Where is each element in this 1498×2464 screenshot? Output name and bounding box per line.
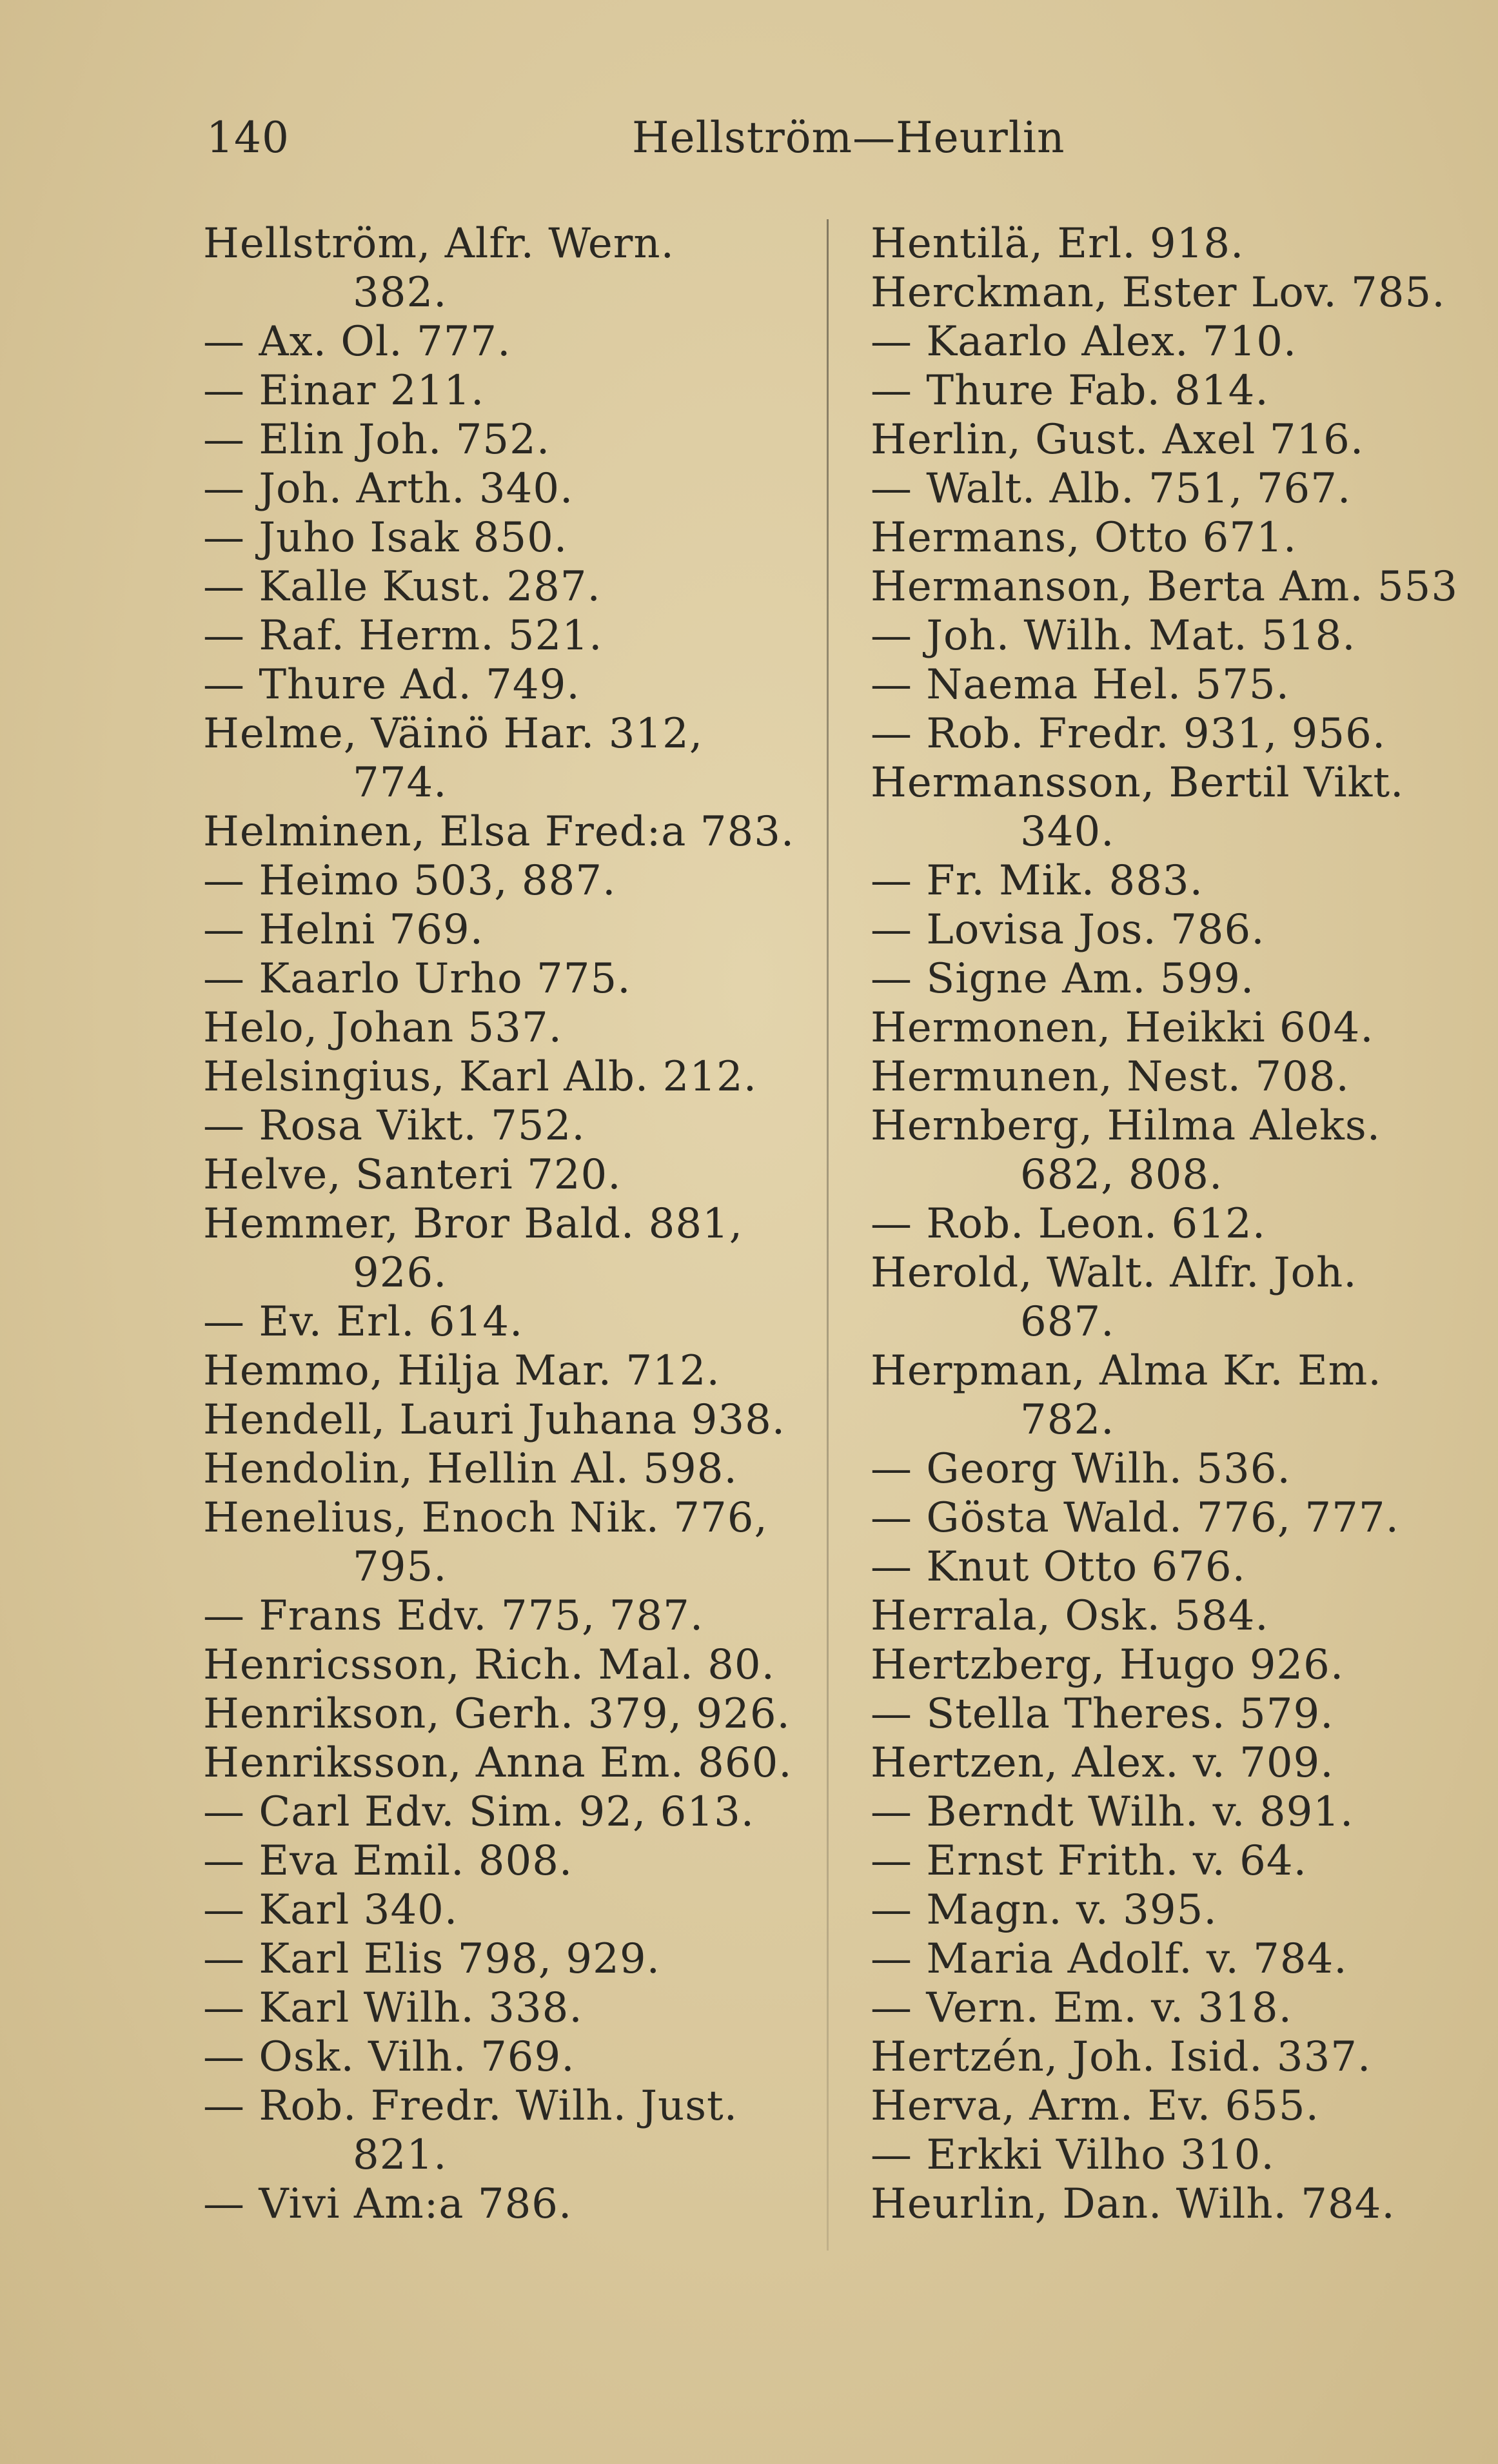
index-entry: Helme, Väinö Har. 312, [203, 710, 704, 758]
index-entry: — Eva Emil. 808. [203, 1837, 573, 1885]
index-entry: Hermansson, Bertil Vikt. [871, 759, 1404, 807]
index-entry: — Rob. Leon. 612. [871, 1200, 1266, 1248]
index-entry: — Vivi Am:a 786. [203, 2180, 573, 2228]
index-entry: — Joh. Wilh. Mat. 518. [871, 612, 1356, 660]
index-entry: — Karl 340. [203, 1886, 458, 1934]
index-entry: — Joh. Arth. 340. [203, 465, 574, 513]
index-entry: Herva, Arm. Ev. 655. [871, 2082, 1319, 2130]
index-entry-continuation: 821. [353, 2131, 448, 2179]
index-entry: Hendolin, Hellin Al. 598. [203, 1445, 738, 1493]
index-entry: — Ev. Erl. 614. [203, 1298, 524, 1346]
index-entry: — Kalle Kust. 287. [203, 563, 601, 611]
index-entry: — Kaarlo Alex. 710. [871, 318, 1297, 366]
index-entry: — Karl Elis 798, 929. [203, 1935, 660, 1983]
index-entry: Hermonen, Heikki 604. [871, 1004, 1374, 1052]
index-entry: — Karl Wilh. 338. [203, 1984, 583, 2032]
index-entry: Herlin, Gust. Axel 716. [871, 416, 1365, 464]
index-entry: Hendell, Lauri Juhana 938. [203, 1396, 786, 1444]
index-entry: — Juho Isak 850. [203, 514, 568, 562]
index-entry: — Naema Hel. 575. [871, 661, 1290, 709]
index-entry-continuation: 795. [353, 1543, 448, 1591]
index-entry: Herpman, Alma Kr. Em. [871, 1347, 1382, 1395]
page-number: 140 [206, 113, 290, 163]
index-entry: — Rob. Fredr. 931, 956. [871, 710, 1386, 758]
index-entry-continuation: 340. [1020, 808, 1115, 856]
index-entry: — Rosa Vikt. 752. [203, 1102, 586, 1150]
right-column [871, 219, 1490, 2229]
index-entry: — Osk. Vilh. 769. [203, 2033, 575, 2081]
page-header [0, 113, 1498, 177]
index-entry: — Elin Joh. 752. [203, 416, 551, 464]
index-entry: — Walt. Alb. 751, 767. [871, 465, 1352, 513]
index-entry: Hemmer, Bror Bald. 881, [203, 1200, 744, 1248]
left-column [203, 219, 822, 2229]
index-entry: — Lovisa Jos. 786. [871, 906, 1265, 954]
index-entry: Hemmo, Hilja Mar. 712. [203, 1347, 720, 1395]
index-entry-continuation: 782. [1020, 1396, 1115, 1444]
index-entry: Helve, Santeri 720. [203, 1151, 622, 1199]
index-entry: — Kaarlo Urho 775. [203, 955, 631, 1003]
index-entry: Hertzen, Alex. v. 709. [871, 1739, 1334, 1787]
index-entry: — Stella Theres. 579. [871, 1690, 1334, 1738]
index-entry-continuation: 382. [353, 269, 448, 317]
index-entry: Heurlin, Dan. Wilh. 784. [871, 2180, 1395, 2228]
index-entry: Herrala, Osk. 584. [871, 1592, 1269, 1640]
index-entry: Herckman, Ester Lov. 785. [871, 269, 1446, 317]
index-entry: Hentilä, Erl. 918. [871, 220, 1245, 268]
index-entry: Herold, Walt. Alfr. Joh. [871, 1249, 1357, 1297]
index-entry: Hertzén, Joh. Isid. 337. [871, 2033, 1372, 2081]
index-entry: — Knut Otto 676. [871, 1543, 1246, 1591]
index-entry: — Erkki Vilho 310. [871, 2131, 1275, 2179]
index-entry: Henriksson, Anna Em. 860. [203, 1739, 793, 1787]
index-entry-continuation: 687. [1020, 1298, 1115, 1346]
index-entry: Henricsson, Rich. Mal. 80. [203, 1641, 775, 1689]
column-divider [827, 219, 829, 2251]
index-entry: Hertzberg, Hugo 926. [871, 1641, 1345, 1689]
index-entry: Helo, Johan 537. [203, 1004, 562, 1052]
index-entry: — Thure Ad. 749. [203, 661, 580, 709]
index-entry: — Carl Edv. Sim. 92, 613. [203, 1788, 755, 1836]
index-entry: — Frans Edv. 775, 787. [203, 1592, 704, 1640]
index-entry: Henrikson, Gerh. 379, 926. [203, 1690, 791, 1738]
index-entry-continuation: 774. [353, 759, 448, 807]
index-entry-continuation: 926. [353, 1249, 448, 1297]
index-entry: — Magn. v. 395. [871, 1886, 1217, 1934]
index-entry: — Raf. Herm. 521. [203, 612, 603, 660]
index-entry: Helminen, Elsa Fred:a 783. [203, 808, 795, 856]
index-entry: — Berndt Wilh. v. 891. [871, 1788, 1354, 1836]
index-entry: — Ernst Frith. v. 64. [871, 1837, 1307, 1885]
index-entry: — Einar 211. [203, 367, 485, 415]
index-entry: Hernberg, Hilma Aleks. [871, 1102, 1381, 1150]
index-entry: — Maria Adolf. v. 784. [871, 1935, 1348, 1983]
index-entry: — Fr. Mik. 883. [871, 857, 1203, 905]
index-entry: — Ax. Ol. 777. [203, 318, 511, 366]
index-entry: — Signe Am. 599. [871, 955, 1255, 1003]
running-head: Hellström—Heurlin [632, 113, 1065, 163]
index-entry: — Thure Fab. 814. [871, 367, 1269, 415]
index-entry: — Gösta Wald. 776, 777. [871, 1494, 1399, 1542]
index-entry: Hermanson, Berta Am. 553 [871, 563, 1459, 611]
index-entry-continuation: 682, 808. [1020, 1151, 1223, 1199]
index-entry: — Heimo 503, 887. [203, 857, 616, 905]
index-entry: — Vern. Em. v. 318. [871, 1984, 1292, 2032]
index-entry: Hermunen, Nest. 708. [871, 1053, 1350, 1101]
index-entry: — Georg Wilh. 536. [871, 1445, 1291, 1493]
index-entry: Hellström, Alfr. Wern. [203, 220, 675, 268]
index-entry: Henelius, Enoch Nik. 776, [203, 1494, 768, 1542]
index-entry: — Rob. Fredr. Wilh. Just. [203, 2082, 738, 2130]
index-entry: Hermans, Otto 671. [871, 514, 1297, 562]
index-entry: Helsingius, Karl Alb. 212. [203, 1053, 758, 1101]
index-entry: — Helni 769. [203, 906, 484, 954]
